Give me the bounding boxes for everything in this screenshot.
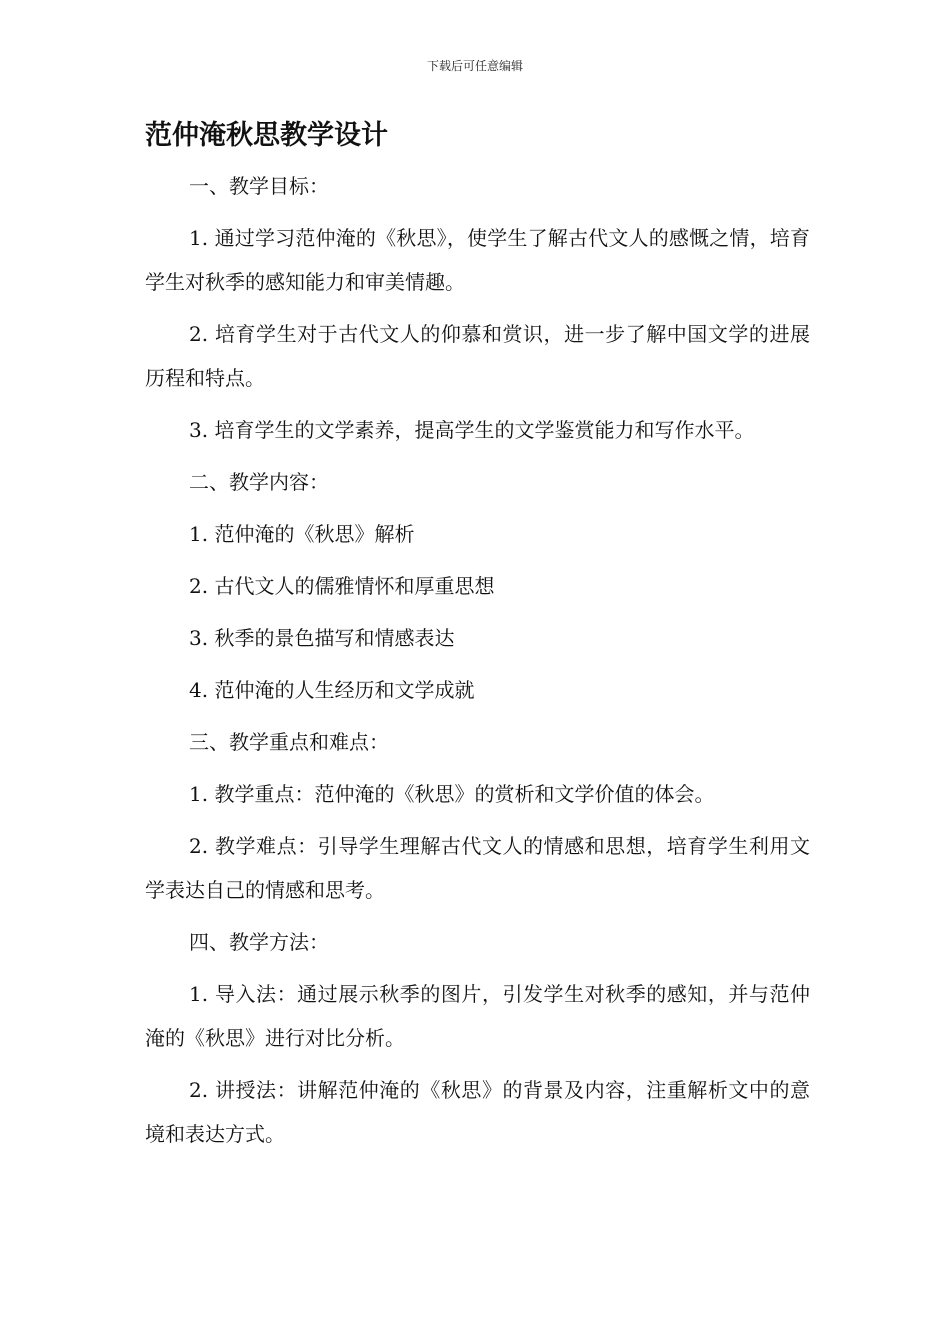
method-item-1: 1. 导入法：通过展示秋季的图片，引发学生对秋季的感知，并与范仲淹的《秋思》进行对比分析。 (145, 982, 810, 1050)
content-item-2: 2. 古代文人的儒雅情怀和厚重思想 (189, 574, 495, 598)
objective-item-3: 3. 培育学生的文学素养，提高学生的文学鉴赏能力和写作水平。 (189, 418, 755, 442)
document-title: 范仲淹秋思教学设计 (145, 120, 388, 151)
section-heading-methods: 四、教学方法： (189, 930, 329, 954)
key-point-item-1: 1. 教学重点：范仲淹的《秋思》的赏析和文学价值的体会。 (189, 782, 715, 806)
objective-item-1: 1. 通过学习范仲淹的《秋思》，使学生了解古代文人的感慨之情，培育学生对秋季的感知能力和审美情趣。 (145, 226, 810, 294)
method-item-2: 2. 讲授法：讲解范仲淹的《秋思》的背景及内容，注重解析文中的意境和表达方式。 (145, 1078, 810, 1146)
key-point-item-2: 2. 教学难点：引导学生理解古代文人的情感和思想，培育学生利用文学表达自己的情感和思考。 (145, 834, 810, 902)
content-item-3: 3. 秋季的景色描写和情感表达 (189, 626, 455, 650)
section-heading-objectives: 一、教学目标： (189, 174, 329, 198)
section-heading-content: 二、教学内容： (189, 470, 329, 494)
section-heading-key-points: 三、教学重点和难点： (189, 730, 389, 754)
header-note: 下载后可任意编辑 (426, 59, 523, 73)
content-item-4: 4. 范仲淹的人生经历和文学成就 (189, 678, 475, 702)
content-item-1: 1. 范仲淹的《秋思》解析 (189, 522, 415, 546)
objective-item-2: 2. 培育学生对于古代文人的仰慕和赏识，进一步了解中国文学的进展历程和特点。 (145, 322, 810, 390)
document-body (145, 164, 810, 1164)
